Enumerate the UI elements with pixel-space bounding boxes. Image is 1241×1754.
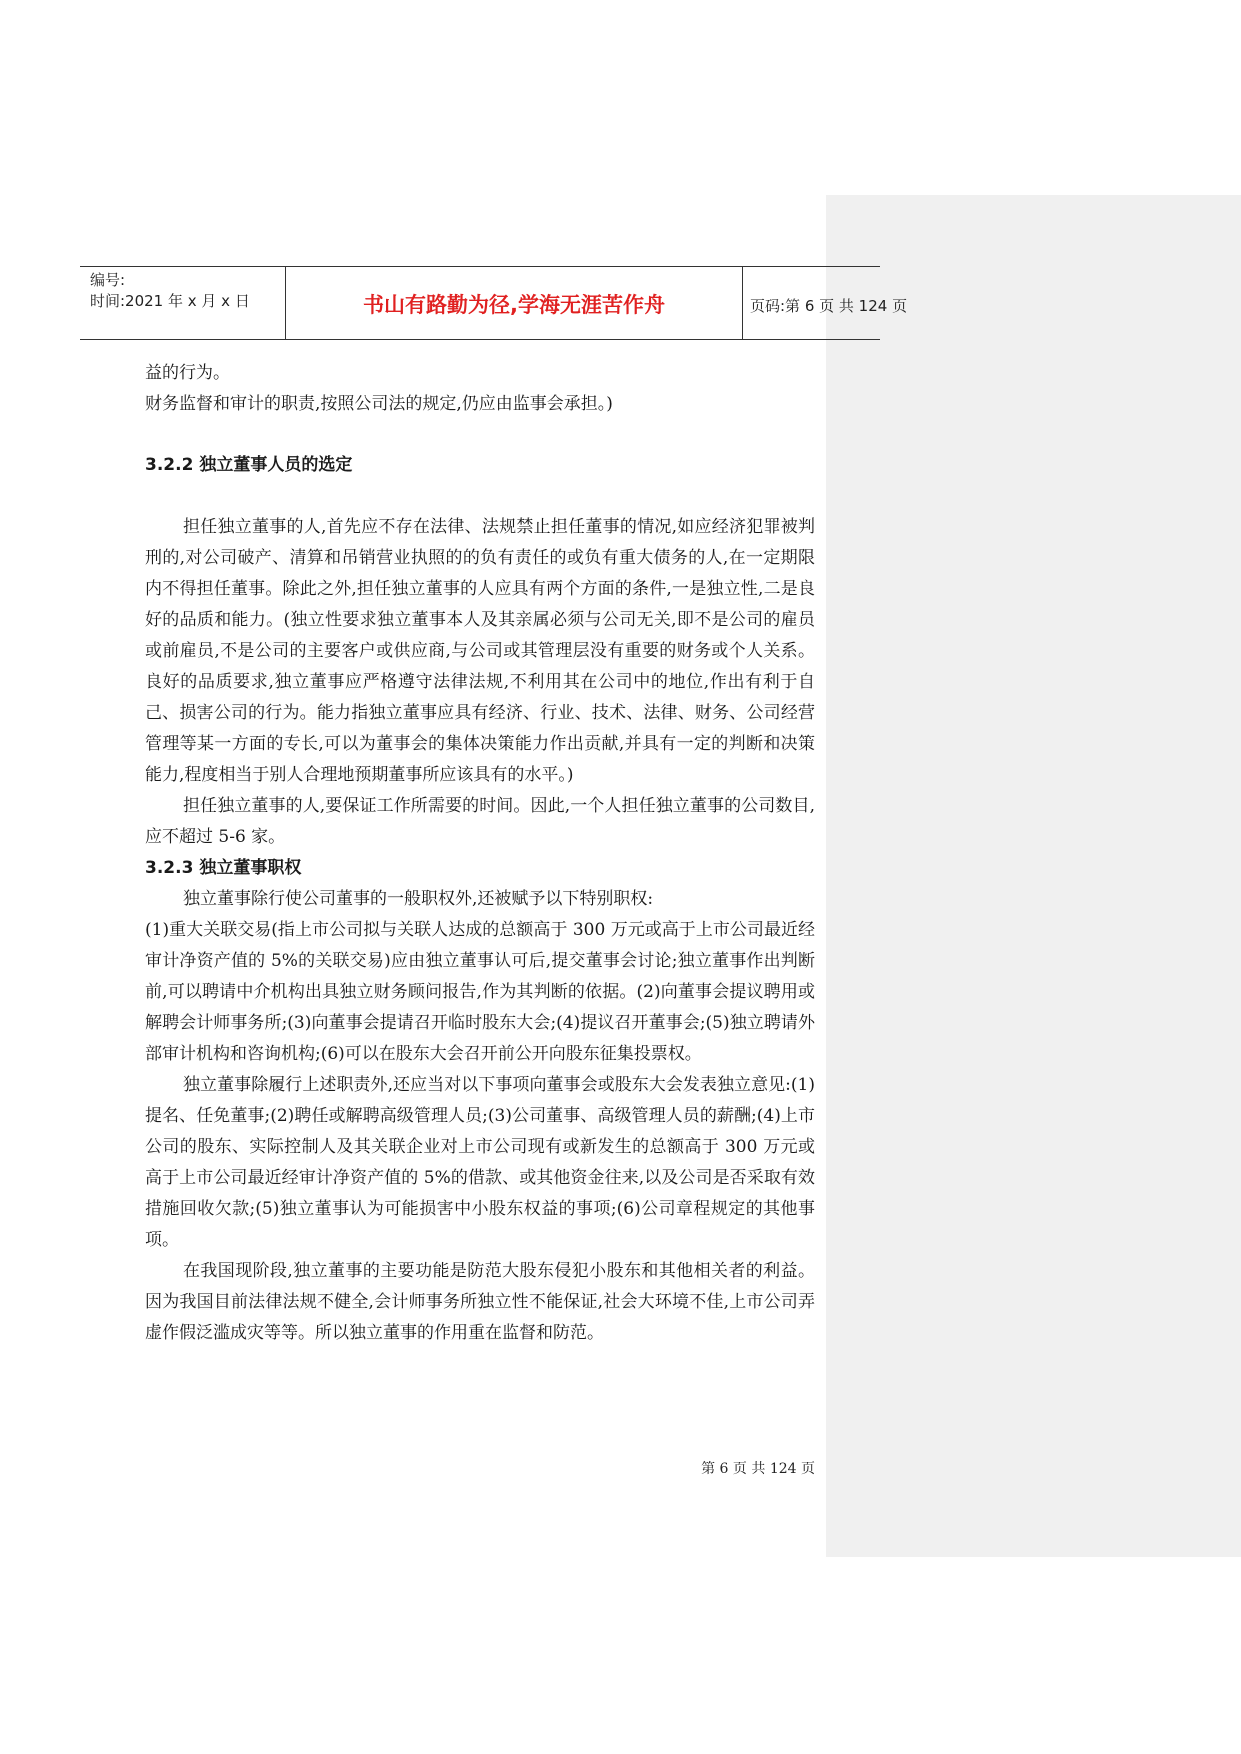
paragraph: 独立董事除行使公司董事的一般职权外,还被赋予以下特别职权: xyxy=(183,889,654,909)
comment-pane xyxy=(826,195,1241,1557)
paragraph: 担任独立董事的人,要保证工作所需要的时间。因此,一个人担任独立董事的公司数目,应不超过 5-6 家。 xyxy=(145,796,815,847)
document-body xyxy=(145,358,815,1349)
document-header xyxy=(80,266,908,340)
paragraph: 担任独立董事的人,首先应不存在法律、法规禁止担任董事的情况,如应经济犯罪被判刑的,对公司破产、清算和吊销营业执照的的负有责任的或负有重大债务的人,在一定期限内不得担任董事。除此之外,担任独立董事的人应具有两个方面的条件,一是独立性,二是良好的品质和能力。(独立性要求独立董事本人及其亲属必须与公司无关,即不是公司的雇员或前雇员,不是公司的主要客户或供应商,与公司或其管理层没有重要的财务或个人关系。良好的品质要求,独立董事应严格遵守法律法规,不利用其在公司中的地位,作出有利于自己、损害公司的行为。能力指独立董事应具有经济、行业、技术、法律、财务、公司经营管理等某一方面的专长,可以为董事会的集体决策能力作出贡献,并具有一定的判断和决策能力,程度相当于别人合理地预期董事所应该具有的水平。) xyxy=(145,517,815,785)
header-middle-cell xyxy=(285,267,743,339)
header-motto: 书山有路勤为径,学海无涯苦作舟 xyxy=(363,293,665,317)
paragraph: 独立董事除履行上述职责外,还应当对以下事项向董事会或股东大会发表独立意见:(1)提名、任免董事;(2)聘任或解聘高级管理人员;(3)公司董事、高级管理人员的薪酬;(4)上市公司的股东、实际控制人及其关联企业对上市公司现有或新发生的总额高于 300 万元或高于上市公司最近经审计净资产值的 5%的借款、或其他资金往来,以及公司是否采取有效措施回收欠款;(5)独立董事认为可能损害中小股东权益的事项;(6)公司章程规定的其他事项。 xyxy=(145,1075,815,1250)
paragraph: 财务监督和审计的职责,按照公司法的规定,仍应由监事会承担。) xyxy=(145,394,613,414)
section-heading: 3.2.2 独立董事人员的选定 xyxy=(145,455,353,475)
header-page-info: 页码:第 6 页 共 124 页 xyxy=(750,297,908,315)
paragraph: (1)重大关联交易(指上市公司拟与关联人达成的总额高于 300 万元或高于上市公司最近经审计净资产值的 5%的关联交易)应由独立董事认可后,提交董事会讨论;独立董事作出判断前,可以聘请中介机构出具独立财务顾问报告,作为其判断的依据。(2)向董事会提议聘用或解聘会计师事务所;(3)向董事会提请召开临时股东大会;(4)提议召开董事会;(5)独立聘请外部审计机构和咨询机构;(6)可以在股东大会召开前公开向股东征集投票权。 xyxy=(145,920,815,1064)
section-heading: 3.2.3 独立董事职权 xyxy=(145,858,302,878)
header-right-cell xyxy=(742,267,908,339)
document-number-label: 编号: xyxy=(90,271,126,289)
document-date: 时间:2021 年 x 月 x 日 xyxy=(90,292,250,310)
page-footer: 第 6 页 共 124 页 xyxy=(701,1461,815,1477)
header-left-cell xyxy=(80,267,285,339)
paragraph: 在我国现阶段,独立董事的主要功能是防范大股东侵犯小股东和其他相关者的利益。因为我国目前法律法规不健全,会计师事务所独立性不能保证,社会大环境不佳,上市公司弄虚作假泛滥成灾等等。所以独立董事的作用重在监督和防范。 xyxy=(145,1261,815,1343)
paragraph: 益的行为。 xyxy=(145,363,230,383)
